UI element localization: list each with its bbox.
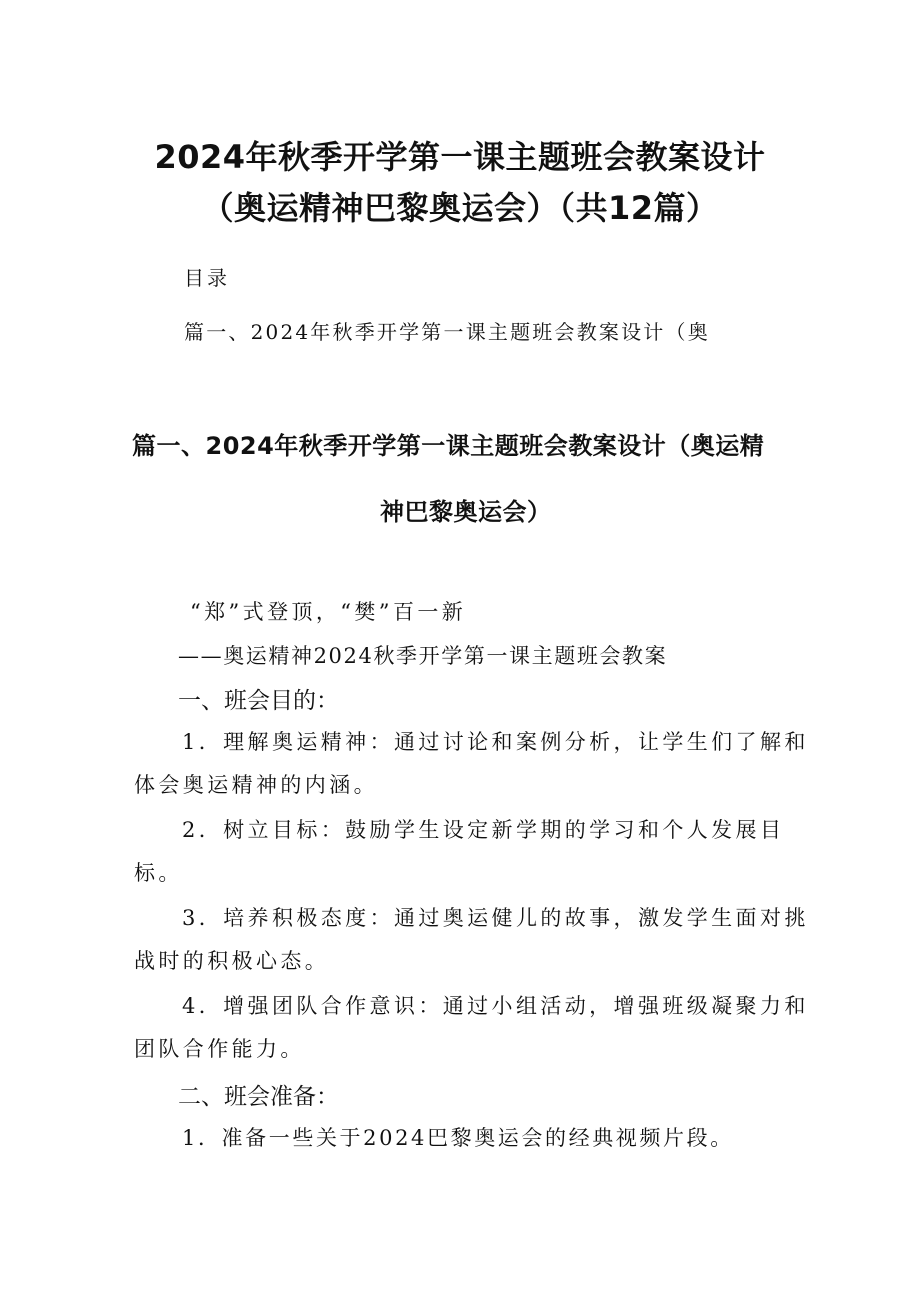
goal-3-line-2: 战时的积极心态。 [134,949,330,973]
chapter-title-line-2: 神巴黎奥运会） [380,498,552,526]
goal-3-line-1: 3．培养积极态度：通过奥运健儿的故事，激发学生面对挑 [182,906,809,930]
goal-1-line-2: 体会奥运精神的内涵。 [134,773,378,797]
subtitle-quote: “郑”式登顶，“樊”百一新 [190,600,467,624]
preparation-item-1: 1．准备一些关于2024巴黎奥运会的经典视频片段。 [182,1126,734,1150]
goal-4-line-1: 4．增强团队合作意识：通过小组活动，增强班级凝聚力和 [182,994,809,1018]
goal-2-line-2: 标。 [134,861,183,885]
toc-label: 目录 [184,266,230,290]
chapter-title-line-1: 篇一、2024年秋季开学第一课主题班会教案设计（奥运精 [132,432,765,460]
goal-1-line-1: 1．理解奥运精神：通过讨论和案例分析，让学生们了解和 [182,730,809,754]
section-heading-preparation: 二、班会准备： [178,1084,339,1110]
subtitle-lesson-plan: ——奥运精神2024秋季开学第一课主题班会教案 [178,644,668,668]
section-heading-objectives: 一、班会目的： [178,688,339,714]
goal-2-line-1: 2．树立目标：鼓励学生设定新学期的学习和个人发展目 [182,818,785,842]
goal-4-line-2: 团队合作能力。 [134,1037,305,1061]
toc-item[interactable]: 篇一、2024年秋季开学第一课主题班会教案设计（奥 [184,320,710,344]
document-title-line-2: （奥运精神巴黎奥运会）（共12篇） [201,189,719,227]
document-title-line-1: 2024年秋季开学第一课主题班会教案设计 [154,138,766,176]
